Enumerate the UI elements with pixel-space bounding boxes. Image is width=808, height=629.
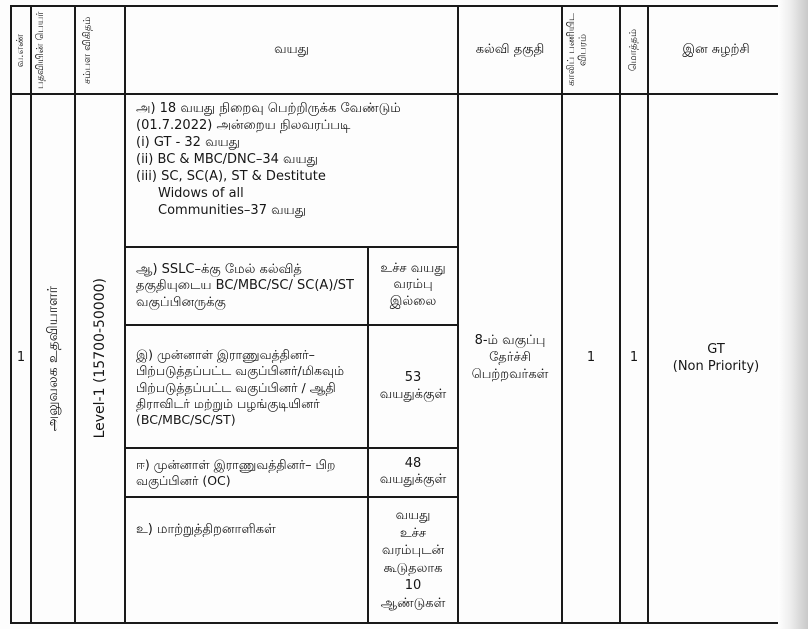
age-rule-d-limit (368, 448, 458, 496)
header-post-name-label: பதவியின் பெயர் (35, 11, 46, 89)
age-rule-e: உ) மாற்றுத்திறனாளிகள் (125, 497, 368, 623)
age-rule-e-limit (368, 497, 458, 623)
age-rule-a (125, 94, 458, 246)
age-rule-b-limit: உச்ச வயது வரம்பு இல்லை (368, 247, 458, 325)
age-rule-e-limit-3: வரம்புடன் (381, 543, 445, 559)
age-rule-d-limit-value: 48 (404, 455, 422, 471)
header-serial-label: வ.எண் (15, 33, 27, 67)
age-rule-b: ஆ) SSLC–க்கு மேல் கல்வித் தகுதியுடைய BC/MBC/SC/ SC(A)/ST வகுப்பினருக்கு (125, 247, 368, 325)
post-name: அலுவலக உதவியாளர் (44, 285, 61, 432)
age-rule-a-line2: (01.7.2022) அன்றைய நிலவரப்படி (136, 118, 351, 134)
age-rule-a-i: (i) GT - 32 வயது (136, 135, 240, 151)
age-rule-e-limit-5: 10 (404, 578, 422, 594)
vacancy-count: 1 (562, 94, 620, 623)
pay-scale-cell (75, 94, 125, 623)
rotation-cell (648, 94, 784, 623)
age-rule-a-ii: (ii) BC & MBC/DNC–34 வயது (136, 151, 318, 167)
page-edge-shadow (778, 0, 808, 629)
age-rule-e-limit-4: கூடுதலாக (383, 560, 443, 576)
table-row (11, 94, 784, 246)
age-rule-e-limit-6: ஆண்டுகள் (380, 595, 446, 611)
age-rule-e-limit-2: உச்ச (399, 525, 427, 541)
post-name-cell (31, 94, 75, 623)
rotation-code: GT (707, 341, 725, 357)
age-rule-c-limit (368, 325, 458, 448)
pay-scale: Level-1 (15700-50000) (91, 278, 108, 439)
header-total-label: மொத்தம் (628, 29, 640, 72)
age-rule-a-iii-1: (iii) SC, SC(A), ST & Destitute (136, 168, 326, 184)
header-age: வயது (125, 6, 458, 94)
age-rule-a-iii-2: Widows of all (158, 185, 244, 201)
age-rule-e-limit-1: வயது (395, 508, 431, 524)
header-serial (11, 6, 31, 94)
age-rule-a-iii-3: Communities–37 வயது (158, 202, 306, 218)
recruitment-table (10, 5, 785, 624)
age-rule-c-limit-value: 53 (404, 369, 422, 385)
header-post-name (31, 6, 75, 94)
header-total (620, 6, 648, 94)
age-rule-d: ஈ) முன்னாள் இராணுவத்தினர்– பிற வகுப்பினர் (OC) (125, 448, 368, 496)
age-rule-c-limit-unit: வயதுக்குள் (379, 386, 447, 402)
header-rotation: இன சுழற்சி (648, 6, 784, 94)
age-rule-d-limit-unit: வயதுக்குள் (379, 472, 447, 488)
header-pay-scale (75, 6, 125, 94)
serial-number: 1 (11, 94, 31, 623)
age-rule-a-line1: அ) 18 வயது நிறைவு பெற்றிருக்க வேண்டும் (136, 101, 401, 117)
header-vacancy-label: காலிப் பணியிட விபரம் (566, 13, 589, 87)
header-row (11, 6, 784, 94)
rotation-note: (Non Priority) (672, 358, 760, 374)
header-vacancy (562, 6, 620, 94)
education-cell: 8-ம் வகுப்பு தேர்ச்சி பெற்றவர்கள் (458, 94, 562, 623)
header-education: கல்வி தகுதி (458, 6, 562, 94)
age-rule-c: இ) முன்னாள் இராணுவத்தினர்– பிற்படுத்தப்பட்ட வகுப்பினர்/மிகவும் பிற்படுத்தப்பட்ட வகுப்பினர் / ஆதி திராவிடர் மற்றும் பழங்குடியினர் (BC/MBC/SC/ST) (125, 325, 368, 448)
total-count: 1 (620, 94, 648, 623)
header-pay-scale-label: சம்பள விகிதம் (82, 16, 93, 84)
